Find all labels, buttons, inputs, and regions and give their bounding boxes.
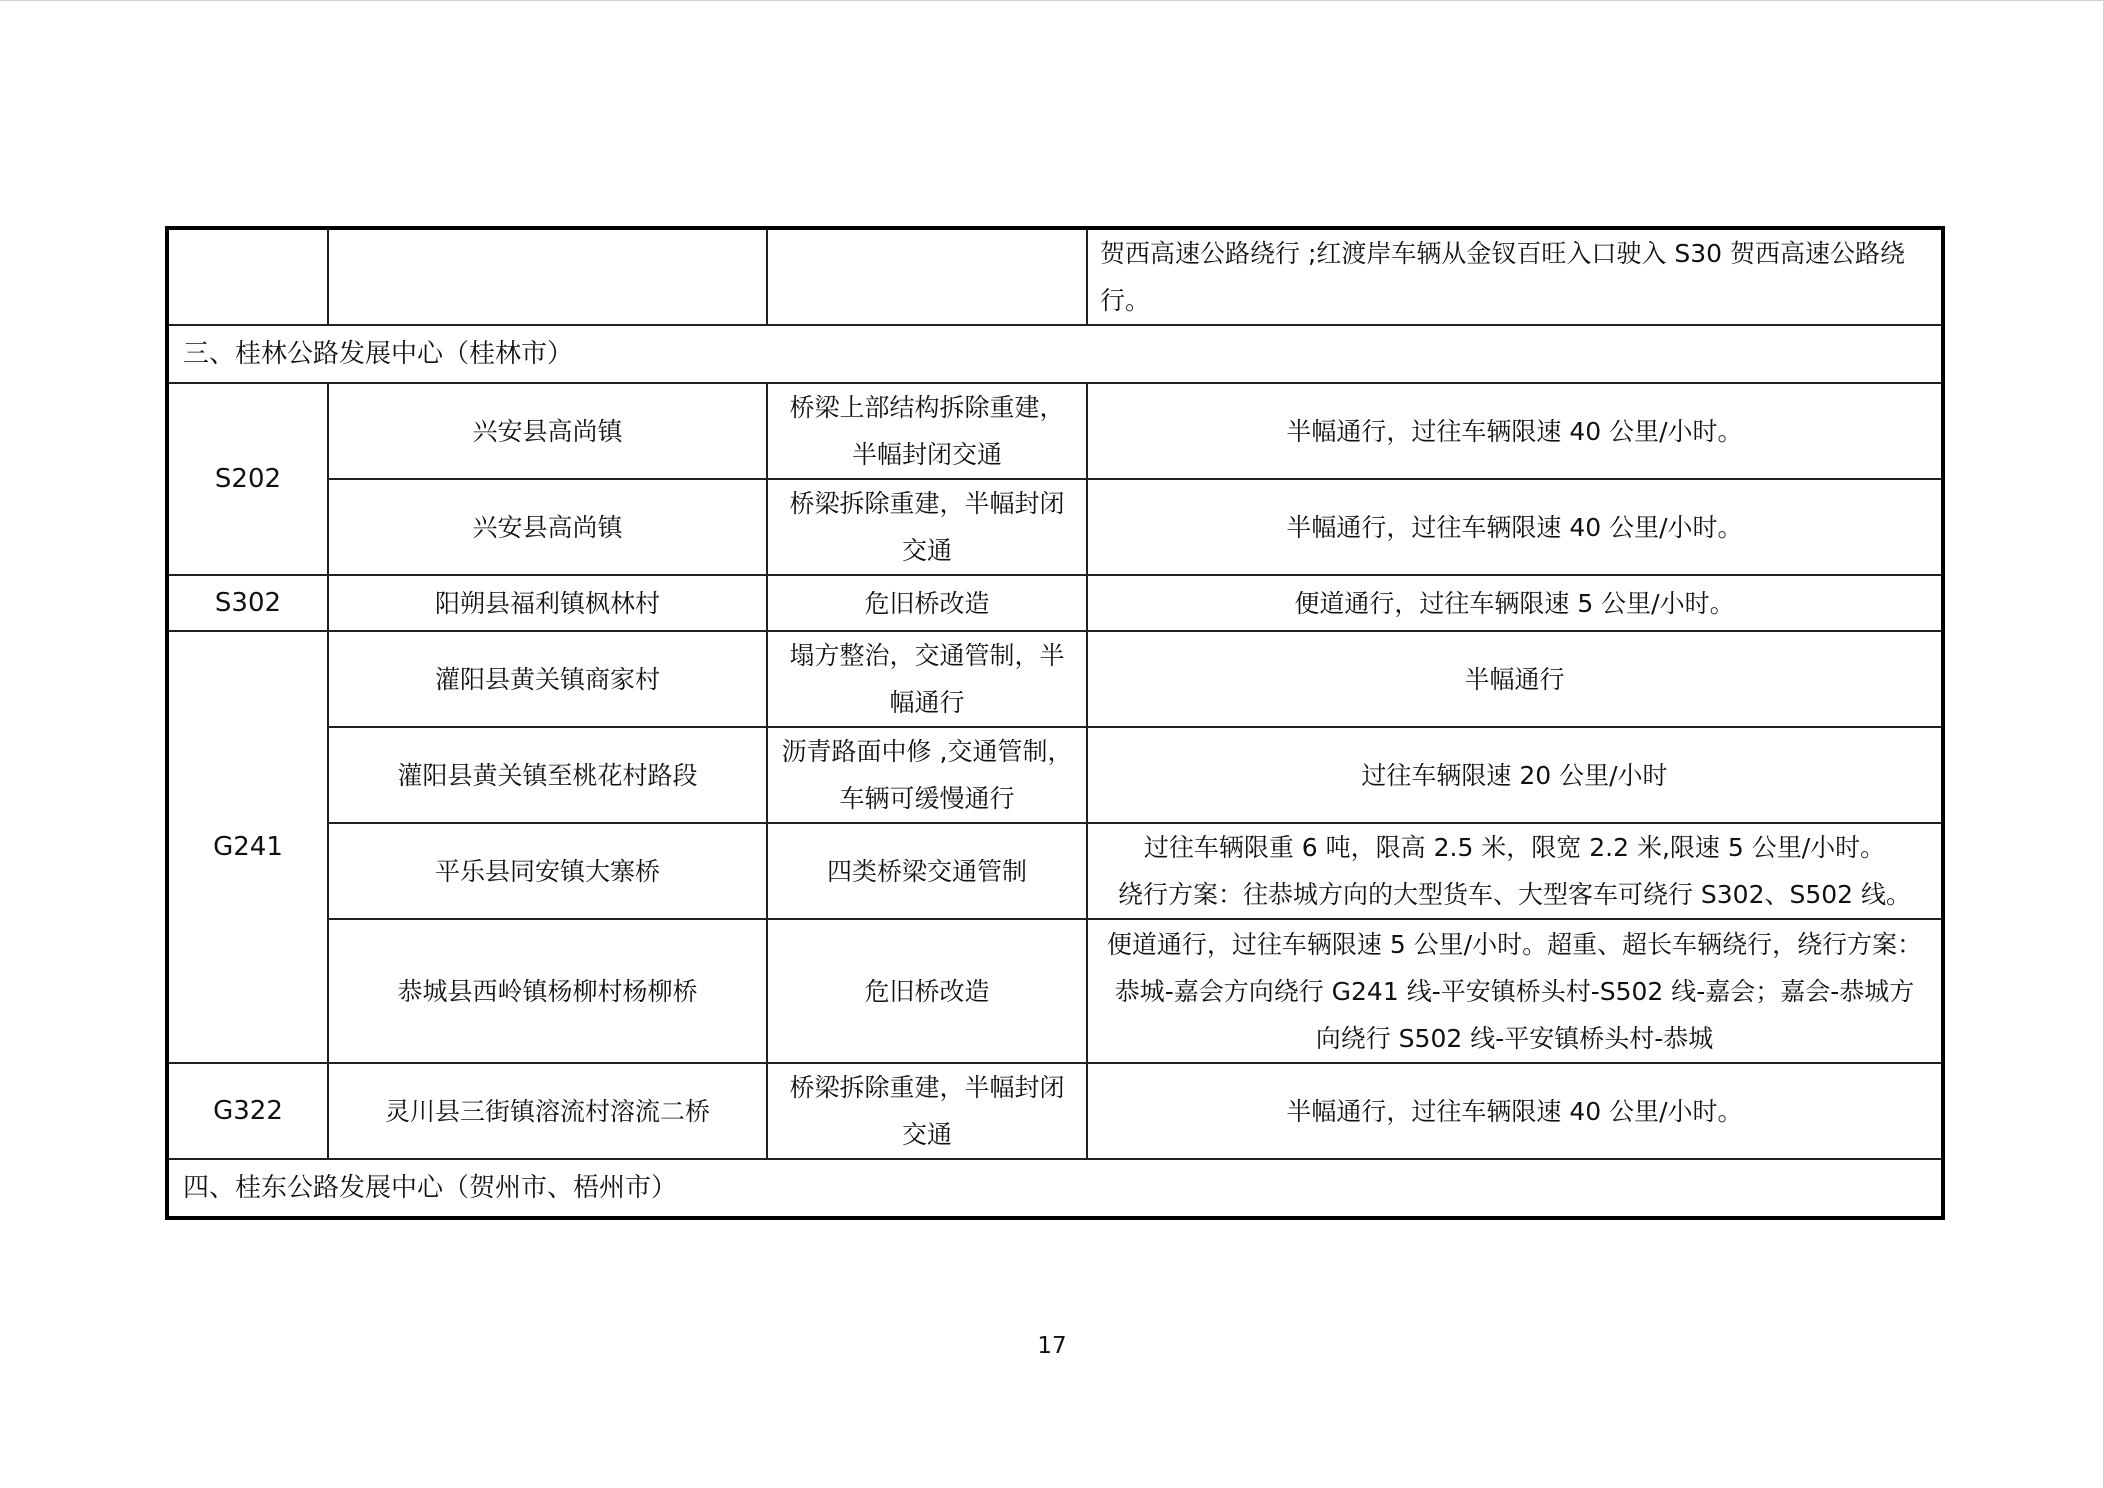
table-row xyxy=(167,727,1943,823)
work-cell xyxy=(767,631,1087,727)
table-row xyxy=(167,1063,1943,1159)
road-code-s302: S302 xyxy=(167,575,328,631)
table-row xyxy=(167,383,1943,479)
section-title-guilin: 三、桂林公路发展中心（桂林市） xyxy=(167,325,1943,383)
detour-cell: 过往车辆限速 20 公里/小时 xyxy=(1087,727,1943,823)
table-row xyxy=(167,631,1943,727)
page-number: 17 xyxy=(1037,1333,1067,1359)
location-cell: 兴安县高尚镇 xyxy=(328,383,767,479)
detour-line: 恭城-嘉会方向绕行 G241 线-平安镇桥头村-S502 线-嘉会；嘉会-恭城方 xyxy=(1114,976,1915,1006)
location-cell: 灌阳县黄关镇至桃花村路段 xyxy=(328,727,767,823)
table-row-continuation xyxy=(167,228,1943,325)
work-line: 交通 xyxy=(901,1120,952,1149)
detour-line: 过往车辆限重 6 吨，限高 2.5 米，限宽 2.2 米,限速 5 公里/小时。 xyxy=(1143,833,1886,862)
work-cell: 四类桥梁交通管制 xyxy=(767,823,1087,919)
work-line: 幅通行 xyxy=(889,688,965,717)
detour-cell: 半幅通行，过往车辆限速 40 公里/小时。 xyxy=(1087,479,1943,575)
detour-cell xyxy=(1087,823,1943,919)
location-cell: 平乐县同安镇大寨桥 xyxy=(328,823,767,919)
work-line: 塌方整治，交通管制，半 xyxy=(789,641,1065,670)
work-cell xyxy=(767,228,1087,325)
table-row xyxy=(167,919,1943,1063)
location-cell: 兴安县高尚镇 xyxy=(328,479,767,575)
work-cell xyxy=(767,479,1087,575)
work-line: 桥梁拆除重建，半幅封闭 xyxy=(789,1073,1065,1102)
work-cell xyxy=(767,1063,1087,1159)
work-line: 交通 xyxy=(901,536,952,565)
road-code-g241: G241 xyxy=(167,631,328,1063)
detour-cell: 半幅通行，过往车辆限速 40 公里/小时。 xyxy=(1087,383,1943,479)
road-code-s202: S202 xyxy=(167,383,328,575)
work-cell: 危旧桥改造 xyxy=(767,575,1087,631)
detour-cell: 贺西高速公路绕行 ;红渡岸车辆从金钗百旺入口驶入 S30 贺西高速公路绕行。 xyxy=(1087,228,1943,325)
work-cell xyxy=(767,383,1087,479)
detour-cell: 半幅通行 xyxy=(1087,631,1943,727)
location-cell: 灌阳县黄关镇商家村 xyxy=(328,631,767,727)
table-row xyxy=(167,575,1943,631)
detour-line: 便道通行，过往车辆限速 5 公里/小时。超重、超长车辆绕行，绕行方案： xyxy=(1106,929,1923,959)
road-cell xyxy=(167,228,328,325)
detour-cell xyxy=(1087,919,1943,1063)
page-edge-top xyxy=(0,0,2104,1)
table-row xyxy=(167,479,1943,575)
detour-line: 向绕行 S502 线-平安镇桥头村-恭城 xyxy=(1315,1023,1714,1053)
work-cell: 危旧桥改造 xyxy=(767,919,1087,1063)
road-construction-table xyxy=(165,226,1945,1220)
section-title-guidong: 四、桂东公路发展中心（贺州市、梧州市） xyxy=(167,1159,1943,1218)
road-code-g322: G322 xyxy=(167,1063,328,1159)
work-cell xyxy=(767,727,1087,823)
location-cell xyxy=(328,228,767,325)
detour-cell: 便道通行，过往车辆限速 5 公里/小时。 xyxy=(1087,575,1943,631)
work-line: 桥梁上部结构拆除重建， xyxy=(789,393,1065,422)
work-line: 桥梁拆除重建，半幅封闭 xyxy=(789,489,1065,518)
work-line: 半幅封闭交通 xyxy=(851,440,1002,469)
detour-line: 绕行方案：往恭城方向的大型货车、大型客车可绕行 S302、S502 线。 xyxy=(1117,880,1912,909)
location-cell: 阳朔县福利镇枫林村 xyxy=(328,575,767,631)
location-cell: 恭城县西岭镇杨柳村杨柳桥 xyxy=(328,919,767,1063)
table-row xyxy=(167,823,1943,919)
location-cell: 灵川县三街镇溶流村溶流二桥 xyxy=(328,1063,767,1159)
section-header-row xyxy=(167,325,1943,383)
work-line: 车辆可缓慢通行 xyxy=(839,784,1015,813)
detour-cell: 半幅通行，过往车辆限速 40 公里/小时。 xyxy=(1087,1063,1943,1159)
work-line: 沥青路面中修 ,交通管制， xyxy=(781,737,1073,766)
section-header-row xyxy=(167,1159,1943,1218)
